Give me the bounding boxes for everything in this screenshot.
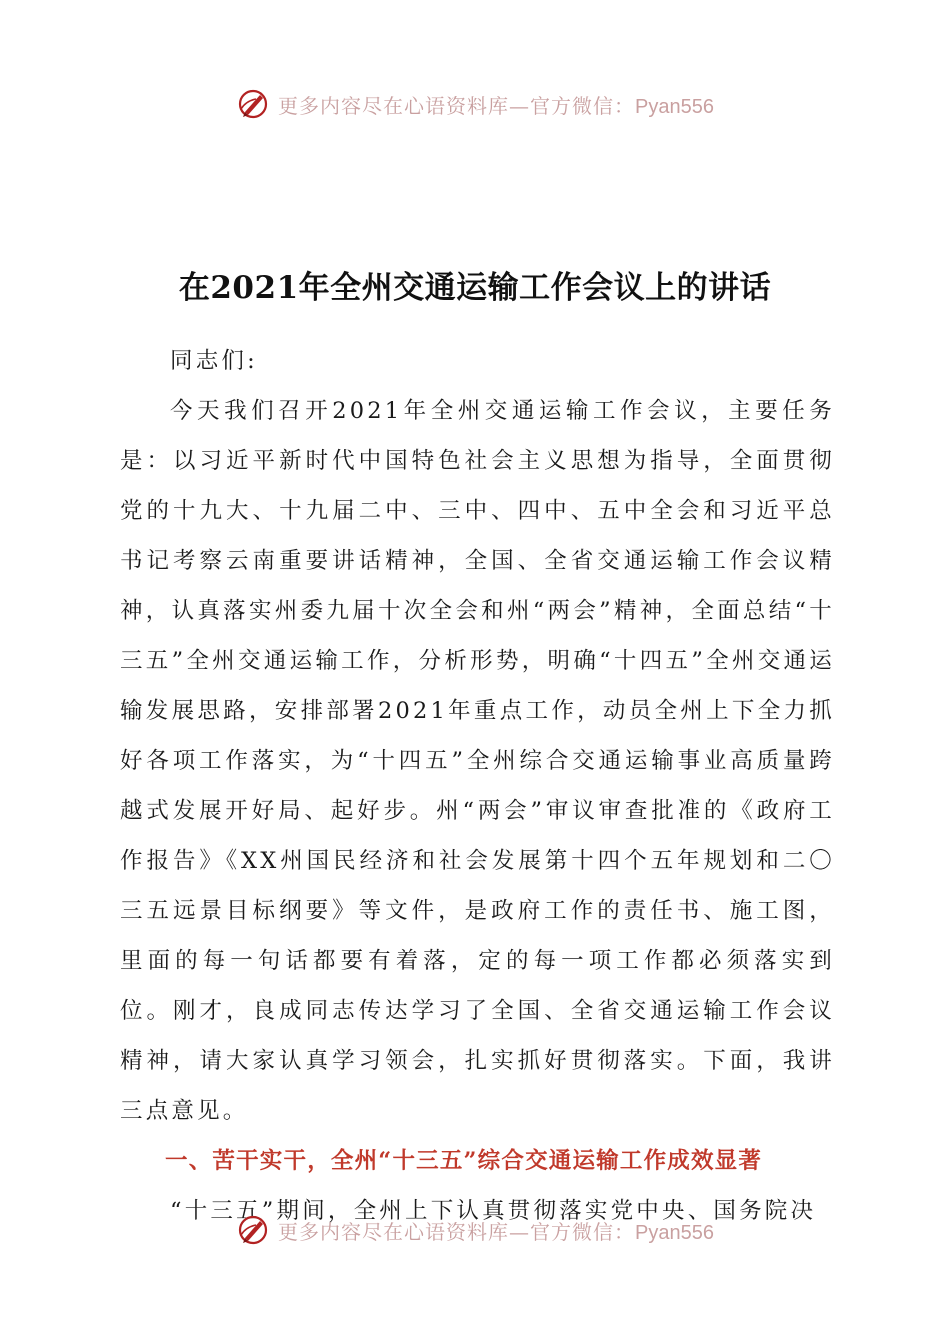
watermark-wechat-id: Pyan556 xyxy=(635,1221,714,1244)
section-heading-1: 一、苦干实干，全州“十三五”综合交通运输工作成效显著 xyxy=(165,1148,763,1174)
pen-logo-icon xyxy=(236,87,270,121)
watermark-header xyxy=(0,84,950,124)
document-body xyxy=(120,336,835,1236)
watermark-footer xyxy=(0,1210,950,1250)
document-title: 在2021年全州交通运输工作会议上的讲话 xyxy=(178,270,772,306)
body-paragraph-1: 今天我们召开2021年全州交通运输工作会议，主要任务是：以习近平新时代中国特色社会主义思想为指导，全面贯彻党的十九大、十九届二中、三中、四中、五中全会和习近平总书记考察云南重要讲话精神，全国、全省交通运输工作会议精神，认真落实州委九届十次全会和州“两会”精神，全面总结“十三五”全州交通运输工作，分析形势，明确“十四五”全州交通运输发展思路，安排部署2021年重点工作，动员全州上下全力抓好各项工作落实，为“十四五”全州综合交通运输事业高质量跨越式发展开好局、起好步。州“两会”审议审查批准的《政府工作报告》《XX州国民经济和社会发展第十四个五年规划和二〇三五远景目标纲要》等文件，是政府工作的责任书、施工图，里面的每一句话都要有着落，定的每一项工作都必须落实到位。刚才，良成同志传达学习了全国、全省交通运输工作会议精神，请大家认真学习领会，扎实抓好贯彻落实。下面，我讲三点意见。 xyxy=(120,398,835,1124)
watermark-text: 更多内容尽在心语资料库—官方微信：Pyan556 xyxy=(278,1219,714,1244)
watermark-text: 更多内容尽在心语资料库—官方微信：Pyan556 xyxy=(278,93,714,118)
body-paragraph-2: “十三五”期间，全州上下认真贯彻落实党中央、国务院决 xyxy=(170,1198,817,1224)
pen-logo-icon xyxy=(236,1213,270,1247)
salutation: 同志们: xyxy=(170,348,258,374)
watermark-wechat-id: Pyan556 xyxy=(635,95,714,118)
